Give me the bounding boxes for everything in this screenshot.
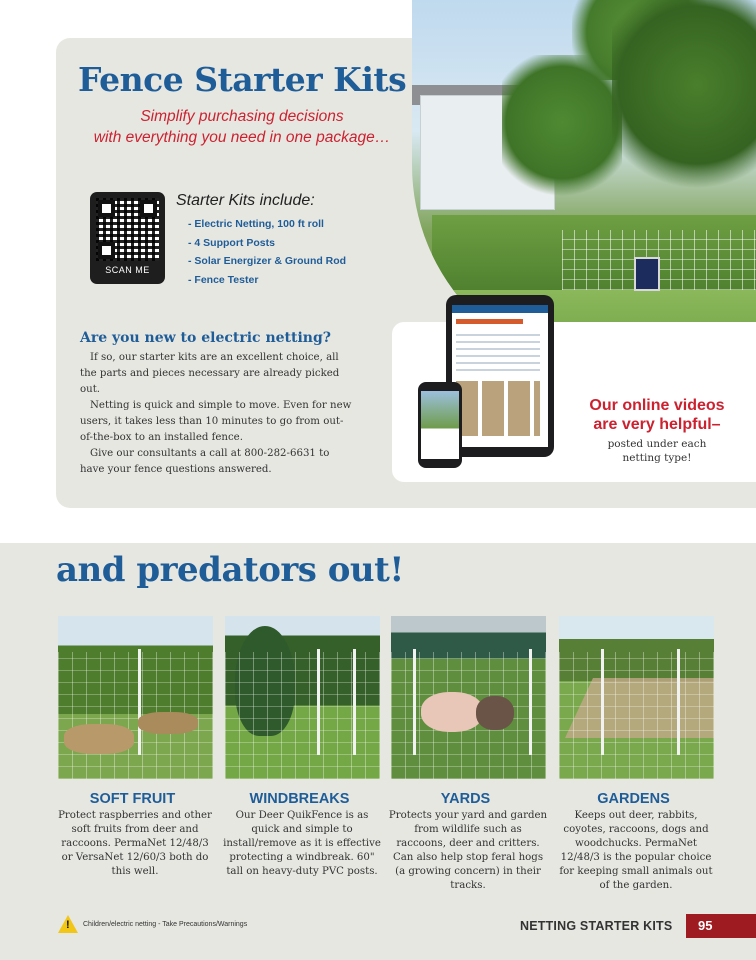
kits-item: - Fence Tester: [188, 273, 259, 286]
new-to-netting-body: [80, 350, 356, 478]
warning-note: [58, 915, 247, 933]
card-title-windbreaks: WINDBREAKS: [249, 791, 350, 807]
warning-triangle-icon: !: [58, 915, 78, 933]
subtitle-line: with everything you need in one package…: [93, 129, 391, 146]
photo-tree: [502, 55, 622, 205]
section-label: NETTING STARTER KITS: [520, 919, 673, 933]
body-paragraph: Give our consultants a call at 800-282-6631 to have your fence questions answered.: [80, 448, 330, 475]
videos-subtitle-line: posted under each: [607, 438, 707, 450]
soft-fruit-photo: [58, 616, 213, 779]
new-to-netting-heading: Are you new to electric netting?: [80, 330, 331, 346]
phone-device-image: [418, 382, 462, 468]
body-paragraph: Netting is quick and simple to move. Even for new users, it takes less than 10 minutes to go from out-of-the-box to an installed fence.: [80, 400, 352, 443]
windbreaks-photo: [225, 616, 380, 779]
card-title-yards: YARDS: [440, 791, 491, 807]
kits-heading: Starter Kits include:: [176, 192, 315, 209]
subtitle: [72, 106, 412, 148]
tablet-device-image: [446, 295, 554, 457]
videos-subtitle-line: netting type!: [622, 452, 692, 464]
kits-list: [188, 215, 346, 289]
body-paragraph: If so, our starter kits are an excellent choice, all the parts and pieces necessary are already picked out.: [80, 352, 340, 395]
videos-title-line: Our online videos: [589, 397, 725, 414]
warning-text: Children/electric netting - Take Precautions/Warnings: [83, 920, 248, 928]
yards-photo: [391, 616, 546, 779]
photo-sign: [634, 257, 660, 291]
kits-item: - Electric Netting, 100 ft roll: [188, 218, 324, 230]
qr-label: SCAN ME: [105, 265, 150, 275]
videos-title: [572, 396, 742, 434]
card-body-soft-fruit: Protect raspberries and other soft fruits from deer and raccoons. PermaNet 12/48/3 or VersaNet 12/60/3 both do this well.: [58, 810, 212, 877]
card-body-yards: Protects your yard and garden from wildlife such as raccoons, deer and critters. Can also help stop feral hogs (a growing concern) in their tracks.: [388, 810, 548, 891]
videos-subtitle: [572, 437, 742, 465]
card-body-gardens: Keeps out deer, rabbits, coyotes, raccoons, dogs and woodchucks. PermaNet 12/48/3 is the popular choice for keeping small animals out of the garden.: [559, 810, 713, 891]
subtitle-line: Simplify purchasing decisions: [140, 108, 344, 125]
photo-tree: [612, 0, 756, 200]
gardens-photo: [559, 616, 714, 779]
qr-code-icon: [96, 198, 159, 261]
card-title-gardens: GARDENS: [597, 791, 670, 807]
section-headline: and predators out!: [56, 550, 404, 590]
page-title: Fence Starter Kits: [78, 60, 407, 99]
kits-item: - 4 Support Posts: [188, 236, 275, 249]
kits-item: - Solar Energizer & Ground Rod: [188, 255, 347, 267]
card-title-soft-fruit: SOFT FRUIT: [89, 791, 176, 807]
qr-code[interactable]: [90, 192, 165, 284]
page-number: 95: [686, 914, 756, 938]
videos-title-line: are very helpful–: [593, 416, 721, 433]
card-body-windbreaks: Our Deer QuikFence is as quick and simple to install/remove as it is effective protecting a windbreak. 60" tall on heavy-duty PVC posts.: [223, 810, 381, 877]
